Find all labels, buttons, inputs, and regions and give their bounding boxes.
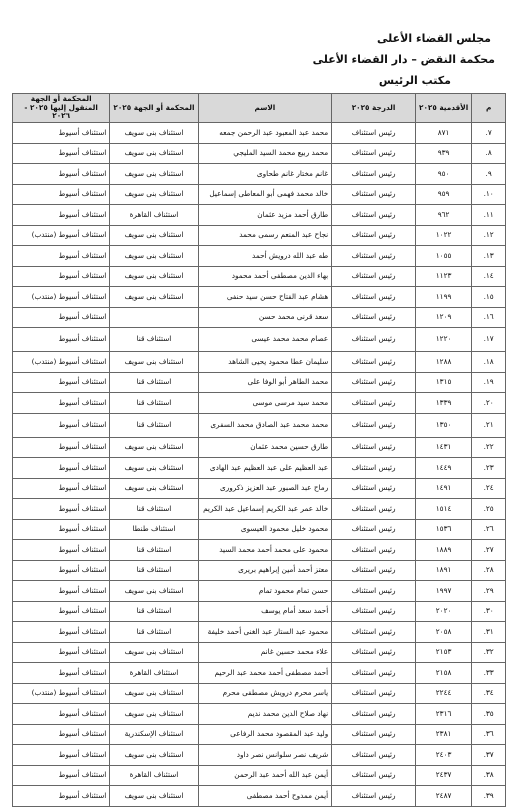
destination-cell: استئناف أسيوط <box>13 164 110 185</box>
destination-cell: استئناف أسيوط <box>13 786 110 807</box>
rank-cell: رئيس استئناف <box>332 540 416 561</box>
court-title: محكمة النقض – دار القضاء الأعلى <box>312 53 495 66</box>
seniority-cell: ١٤٩١ <box>415 478 471 499</box>
destination-cell: استئناف أسيوط <box>13 704 110 725</box>
name-cell: عصام محمد محمد عيسى <box>198 328 332 352</box>
seniority-cell: ١١٩٩ <box>415 287 471 308</box>
row-number: ٨. <box>472 143 506 164</box>
office-title: مكتب الرئيس <box>378 74 451 87</box>
current-court-cell: استئناف بنى سويف <box>110 184 198 205</box>
destination-cell: استئناف أسيوط <box>13 246 110 267</box>
table-row <box>13 478 506 499</box>
current-court-cell: استئناف بنى سويف <box>110 287 198 308</box>
table-row <box>13 205 506 226</box>
name-cell: ياسر محرم درويش مصطفى محرم <box>198 683 332 704</box>
col-header-name: الاسم <box>198 94 332 123</box>
current-court-cell: استئناف قنا <box>110 601 198 622</box>
current-court-cell: استئناف بنى سويف <box>110 683 198 704</box>
rank-cell: رئيس استئناف <box>332 266 416 287</box>
current-court-cell: استئناف قنا <box>110 560 198 581</box>
destination-cell: استئناف أسيوط <box>13 642 110 663</box>
seniority-cell: ٢٣٨١ <box>415 724 471 745</box>
name-cell: وليد عبد المقصود محمد الرفاعى <box>198 724 332 745</box>
name-cell: محمود عبد الستار عبد الغنى أحمد خليفة <box>198 622 332 643</box>
name-cell: أيمن عبد الله أحمد عبد الرحمن <box>198 765 332 786</box>
row-number: ٢١. <box>472 413 506 437</box>
name-cell: محمود على محمد أحمد محمد السيد <box>198 540 332 561</box>
rank-cell: رئيس استئناف <box>332 246 416 267</box>
current-court-cell: استئناف بنى سويف <box>110 704 198 725</box>
name-cell: محمد عبد المعبود عبد الرحمن جمعه <box>198 123 332 144</box>
current-court-cell: استئناف بنى سويف <box>110 164 198 185</box>
seniority-cell: ١٣١٥ <box>415 372 471 393</box>
row-number: ٢٤. <box>472 478 506 499</box>
seniority-cell: ١٠٢٢ <box>415 225 471 246</box>
col-header-rank: الدرجة ٢٠٢٥ <box>332 94 416 123</box>
rank-cell: رئيس استئناف <box>332 642 416 663</box>
seniority-cell: ١٢٠٩ <box>415 307 471 328</box>
seniority-cell: ٢١٥٣ <box>415 642 471 663</box>
rank-cell: رئيس استئناف <box>332 328 416 352</box>
table-body <box>13 123 506 807</box>
row-number: ١٥. <box>472 287 506 308</box>
rank-cell: رئيس استئناف <box>332 205 416 226</box>
rank-cell: رئيس استئناف <box>332 478 416 499</box>
destination-cell: استئناف أسيوط <box>13 622 110 643</box>
rank-cell: رئيس استئناف <box>332 352 416 373</box>
seniority-cell: ١٤٤٩ <box>415 458 471 479</box>
current-court-cell: استئناف قنا <box>110 413 198 437</box>
rank-cell: رئيس استئناف <box>332 123 416 144</box>
col-header-destination: المحكمة أو الجهة المنقول إليها ٢٠٢٥ - ٢٠٢٦ <box>13 94 110 123</box>
current-court-cell: استئناف قنا <box>110 393 198 414</box>
row-number: ٣٣. <box>472 663 506 684</box>
destination-cell: استئناف أسيوط <box>13 663 110 684</box>
seniority-cell: ١٤٣١ <box>415 437 471 458</box>
destination-cell: استئناف أسيوط <box>13 765 110 786</box>
table-row <box>13 499 506 520</box>
destination-cell: استئناف أسيوط <box>13 372 110 393</box>
row-number: ٢٦. <box>472 519 506 540</box>
table-row <box>13 287 506 308</box>
table-row <box>13 642 506 663</box>
table-row <box>13 765 506 786</box>
current-court-cell: استئناف بنى سويف <box>110 581 198 602</box>
table-row <box>13 225 506 246</box>
col-header-seniority: الأقدمية ٢٠٢٥ <box>415 94 471 123</box>
row-number: ٢٩. <box>472 581 506 602</box>
seniority-cell: ١٢٨٨ <box>415 352 471 373</box>
row-number: ٢٣. <box>472 458 506 479</box>
table-row <box>13 704 506 725</box>
rank-cell: رئيس استئناف <box>332 437 416 458</box>
row-number: ١٨. <box>472 352 506 373</box>
current-court-cell: استئناف قنا <box>110 622 198 643</box>
current-court-cell: استئناف بنى سويف <box>110 745 198 766</box>
name-cell: محمد الطاهر أبو الوفا على <box>198 372 332 393</box>
current-court-cell: استئناف الإسكندرية <box>110 724 198 745</box>
current-court-cell: استئناف بنى سويف <box>110 642 198 663</box>
row-number: ١٣. <box>472 246 506 267</box>
col-header-current-court: المحكمة أو الجهة ٢٠٢٥ <box>110 94 198 123</box>
name-cell: هشام عبد الفتاح حسن سيد حنفى <box>198 287 332 308</box>
table-row <box>13 745 506 766</box>
row-number: ١٦. <box>472 307 506 328</box>
rank-cell: رئيس استئناف <box>332 458 416 479</box>
name-cell: طارق أحمد مزيد عثمان <box>198 205 332 226</box>
rank-cell: رئيس استئناف <box>332 184 416 205</box>
name-cell: معتز أحمد أمين إبراهيم بريرى <box>198 560 332 581</box>
seniority-cell: ٢٤٨٧ <box>415 786 471 807</box>
name-cell: رماح عبد الصبور عبد العزيز ذكرورى <box>198 478 332 499</box>
rank-cell: رئيس استئناف <box>332 499 416 520</box>
rank-cell: رئيس استئناف <box>332 786 416 807</box>
name-cell: أحمد سعد أمام يوسف <box>198 601 332 622</box>
rank-cell: رئيس استئناف <box>332 724 416 745</box>
row-number: ٣٩. <box>472 786 506 807</box>
document-header <box>231 28 495 91</box>
table-row <box>13 581 506 602</box>
table-row <box>13 519 506 540</box>
seniority-cell: ٢٣١٦ <box>415 704 471 725</box>
rank-cell: رئيس استئناف <box>332 704 416 725</box>
rank-cell: رئيس استئناف <box>332 765 416 786</box>
destination-cell: استئناف أسيوط <box>13 540 110 561</box>
col-header-number: م <box>472 94 506 123</box>
row-number: ١٠. <box>472 184 506 205</box>
table-row <box>13 123 506 144</box>
current-court-cell: استئناف قنا <box>110 328 198 352</box>
seniority-cell: ٢١٥٨ <box>415 663 471 684</box>
destination-cell: استئناف أسيوط <box>13 266 110 287</box>
destination-cell: استئناف أسيوط <box>13 745 110 766</box>
row-number: ١٩. <box>472 372 506 393</box>
seniority-cell: ٢٤٠٣ <box>415 745 471 766</box>
name-cell: أيمن ممدوح أحمد مصطفى <box>198 786 332 807</box>
table-row <box>13 184 506 205</box>
name-cell: طارق حسين محمد عثمان <box>198 437 332 458</box>
table-row <box>13 458 506 479</box>
table-row <box>13 143 506 164</box>
destination-cell: استئناف أسيوط <box>13 437 110 458</box>
table-row <box>13 540 506 561</box>
destination-cell: استئناف أسيوط (منتدب) <box>13 683 110 704</box>
row-number: ٣٠. <box>472 601 506 622</box>
name-cell: سعد قرنى محمد حسن <box>198 307 332 328</box>
seniority-cell: ٢٠٥٨ <box>415 622 471 643</box>
row-number: ٧. <box>472 123 506 144</box>
seniority-cell: ١٥١٤ <box>415 499 471 520</box>
name-cell: بهاء الدين مصطفى أحمد محمود <box>198 266 332 287</box>
row-number: ٢٨. <box>472 560 506 581</box>
seniority-cell: ٨٧١ <box>415 123 471 144</box>
current-court-cell <box>110 307 198 328</box>
current-court-cell: استئناف بنى سويف <box>110 786 198 807</box>
row-number: ١٢. <box>472 225 506 246</box>
rank-cell: رئيس استئناف <box>332 225 416 246</box>
transfers-table <box>12 93 506 807</box>
seniority-cell: ١٩٩٧ <box>415 581 471 602</box>
destination-cell: استئناف أسيوط <box>13 143 110 164</box>
name-cell: محمد محمد عبد الصادق محمد السفرى <box>198 413 332 437</box>
seniority-cell: ٩٣٩ <box>415 143 471 164</box>
table-row <box>13 683 506 704</box>
council-title: مجلس القضاء الأعلى <box>377 32 491 45</box>
row-number: ٣٤. <box>472 683 506 704</box>
name-cell: خالد عمر عبد الكريم إسماعيل عبد الكريم <box>198 499 332 520</box>
destination-cell: استئناف أسيوط <box>13 519 110 540</box>
name-cell: شريف نصر سلوانس نصر داود <box>198 745 332 766</box>
rank-cell: رئيس استئناف <box>332 581 416 602</box>
seniority-cell: ١١٢٣ <box>415 266 471 287</box>
row-number: ٣١. <box>472 622 506 643</box>
row-number: ٣٦. <box>472 724 506 745</box>
rank-cell: رئيس استئناف <box>332 143 416 164</box>
current-court-cell: استئناف بنى سويف <box>110 225 198 246</box>
name-cell: علاء محمد حسين غانم <box>198 642 332 663</box>
row-number: ٢٠. <box>472 393 506 414</box>
destination-cell: استئناف أسيوط <box>13 478 110 499</box>
table-row <box>13 372 506 393</box>
current-court-cell: استئناف قنا <box>110 372 198 393</box>
destination-cell: استئناف أسيوط <box>13 393 110 414</box>
destination-cell: استئناف أسيوط <box>13 205 110 226</box>
current-court-cell: استئناف القاهرة <box>110 765 198 786</box>
rank-cell: رئيس استئناف <box>332 372 416 393</box>
current-court-cell: استئناف بنى سويف <box>110 246 198 267</box>
rank-cell: رئيس استئناف <box>332 601 416 622</box>
destination-cell: استئناف أسيوط <box>13 184 110 205</box>
table-row <box>13 164 506 185</box>
table-row <box>13 724 506 745</box>
rank-cell: رئيس استئناف <box>332 307 416 328</box>
current-court-cell: استئناف بنى سويف <box>110 266 198 287</box>
row-number: ٢٢. <box>472 437 506 458</box>
current-court-cell: استئناف بنى سويف <box>110 478 198 499</box>
destination-cell: استئناف أسيوط <box>13 123 110 144</box>
name-cell: محمود خليل محمود العيسوى <box>198 519 332 540</box>
current-court-cell: استئناف بنى سويف <box>110 143 198 164</box>
rank-cell: رئيس استئناف <box>332 745 416 766</box>
name-cell: خالد محمد فهمى أبو المعاطى إسماعيل <box>198 184 332 205</box>
destination-cell: استئناف أسيوط <box>13 601 110 622</box>
rank-cell: رئيس استئناف <box>332 519 416 540</box>
seniority-cell: ١٣٣٩ <box>415 393 471 414</box>
row-number: ١٤. <box>472 266 506 287</box>
seniority-cell: ٢٠٢٠ <box>415 601 471 622</box>
table-row <box>13 266 506 287</box>
name-cell: محمد سيد مرسى موسى <box>198 393 332 414</box>
name-cell: سليمان عطا محمود يحيى الشاهد <box>198 352 332 373</box>
row-number: ٩. <box>472 164 506 185</box>
rank-cell: رئيس استئناف <box>332 393 416 414</box>
row-number: ٣٢. <box>472 642 506 663</box>
table-row <box>13 622 506 643</box>
table-row <box>13 786 506 807</box>
row-number: ٣٥. <box>472 704 506 725</box>
rank-cell: رئيس استئناف <box>332 683 416 704</box>
name-cell: محمد ربيع محمد السيد المليجي <box>198 143 332 164</box>
seniority-cell: ١٠٥٥ <box>415 246 471 267</box>
seniority-cell: ١٨٩١ <box>415 560 471 581</box>
row-number: ٣٨. <box>472 765 506 786</box>
rank-cell: رئيس استئناف <box>332 560 416 581</box>
rank-cell: رئيس استئناف <box>332 287 416 308</box>
destination-cell: استئناف أسيوط <box>13 413 110 437</box>
current-court-cell: استئناف قنا <box>110 499 198 520</box>
current-court-cell: استئناف القاهرة <box>110 663 198 684</box>
destination-cell: استئناف أسيوط <box>13 307 110 328</box>
table-row <box>13 663 506 684</box>
seniority-cell: ٢٢٤٤ <box>415 683 471 704</box>
current-court-cell: استئناف بنى سويف <box>110 352 198 373</box>
seniority-cell: ١٢٢٠ <box>415 328 471 352</box>
seniority-cell: ١٨٨٩ <box>415 540 471 561</box>
seniority-cell: ١٥٣٦ <box>415 519 471 540</box>
table-row <box>13 601 506 622</box>
current-court-cell: استئناف طنطا <box>110 519 198 540</box>
table-row <box>13 307 506 328</box>
table-row <box>13 560 506 581</box>
rank-cell: رئيس استئناف <box>332 413 416 437</box>
seniority-cell: ١٣٥٠ <box>415 413 471 437</box>
seniority-cell: ٩٥٠ <box>415 164 471 185</box>
name-cell: طه عبد الله درويش أحمد <box>198 246 332 267</box>
seniority-cell: ٩٥٩ <box>415 184 471 205</box>
name-cell: حسن تمام محمود تمام <box>198 581 332 602</box>
table-row <box>13 328 506 352</box>
current-court-cell: استئناف بنى سويف <box>110 123 198 144</box>
rank-cell: رئيس استئناف <box>332 622 416 643</box>
destination-cell: استئناف أسيوط <box>13 560 110 581</box>
name-cell: عبد العظيم على عبد العظيم عبد الهادى <box>198 458 332 479</box>
table-row <box>13 413 506 437</box>
table-header-row <box>13 94 506 123</box>
row-number: ٢٧. <box>472 540 506 561</box>
destination-cell: استئناف أسيوط <box>13 458 110 479</box>
destination-cell: استئناف أسيوط <box>13 328 110 352</box>
destination-cell: استئناف أسيوط <box>13 499 110 520</box>
name-cell: غانم مختار غانم طحاوى <box>198 164 332 185</box>
current-court-cell: استئناف القاهرة <box>110 205 198 226</box>
table-row <box>13 437 506 458</box>
row-number: ٢٥. <box>472 499 506 520</box>
rank-cell: رئيس استئناف <box>332 663 416 684</box>
table-row <box>13 352 506 373</box>
name-cell: نهاد صلاح الدين محمد نديم <box>198 704 332 725</box>
name-cell: نجاح عبد المنعم رسمى محمد <box>198 225 332 246</box>
rank-cell: رئيس استئناف <box>332 164 416 185</box>
seniority-cell: ٩٦٢ <box>415 205 471 226</box>
destination-cell: استئناف أسيوط <box>13 581 110 602</box>
current-court-cell: استئناف بنى سويف <box>110 458 198 479</box>
table-row <box>13 393 506 414</box>
current-court-cell: استئناف قنا <box>110 540 198 561</box>
row-number: ١١. <box>472 205 506 226</box>
name-cell: أحمد مصطفى أحمد محمد عبد الرحيم <box>198 663 332 684</box>
destination-cell: استئناف أسيوط (منتدب) <box>13 287 110 308</box>
destination-cell: استئناف أسيوط (منتدب) <box>13 352 110 373</box>
destination-cell: استئناف أسيوط <box>13 724 110 745</box>
destination-cell: استئناف أسيوط (منتدب) <box>13 225 110 246</box>
seniority-cell: ٢٤٣٧ <box>415 765 471 786</box>
current-court-cell: استئناف بنى سويف <box>110 437 198 458</box>
table-row <box>13 246 506 267</box>
row-number: ٣٧. <box>472 745 506 766</box>
row-number: ١٧. <box>472 328 506 352</box>
